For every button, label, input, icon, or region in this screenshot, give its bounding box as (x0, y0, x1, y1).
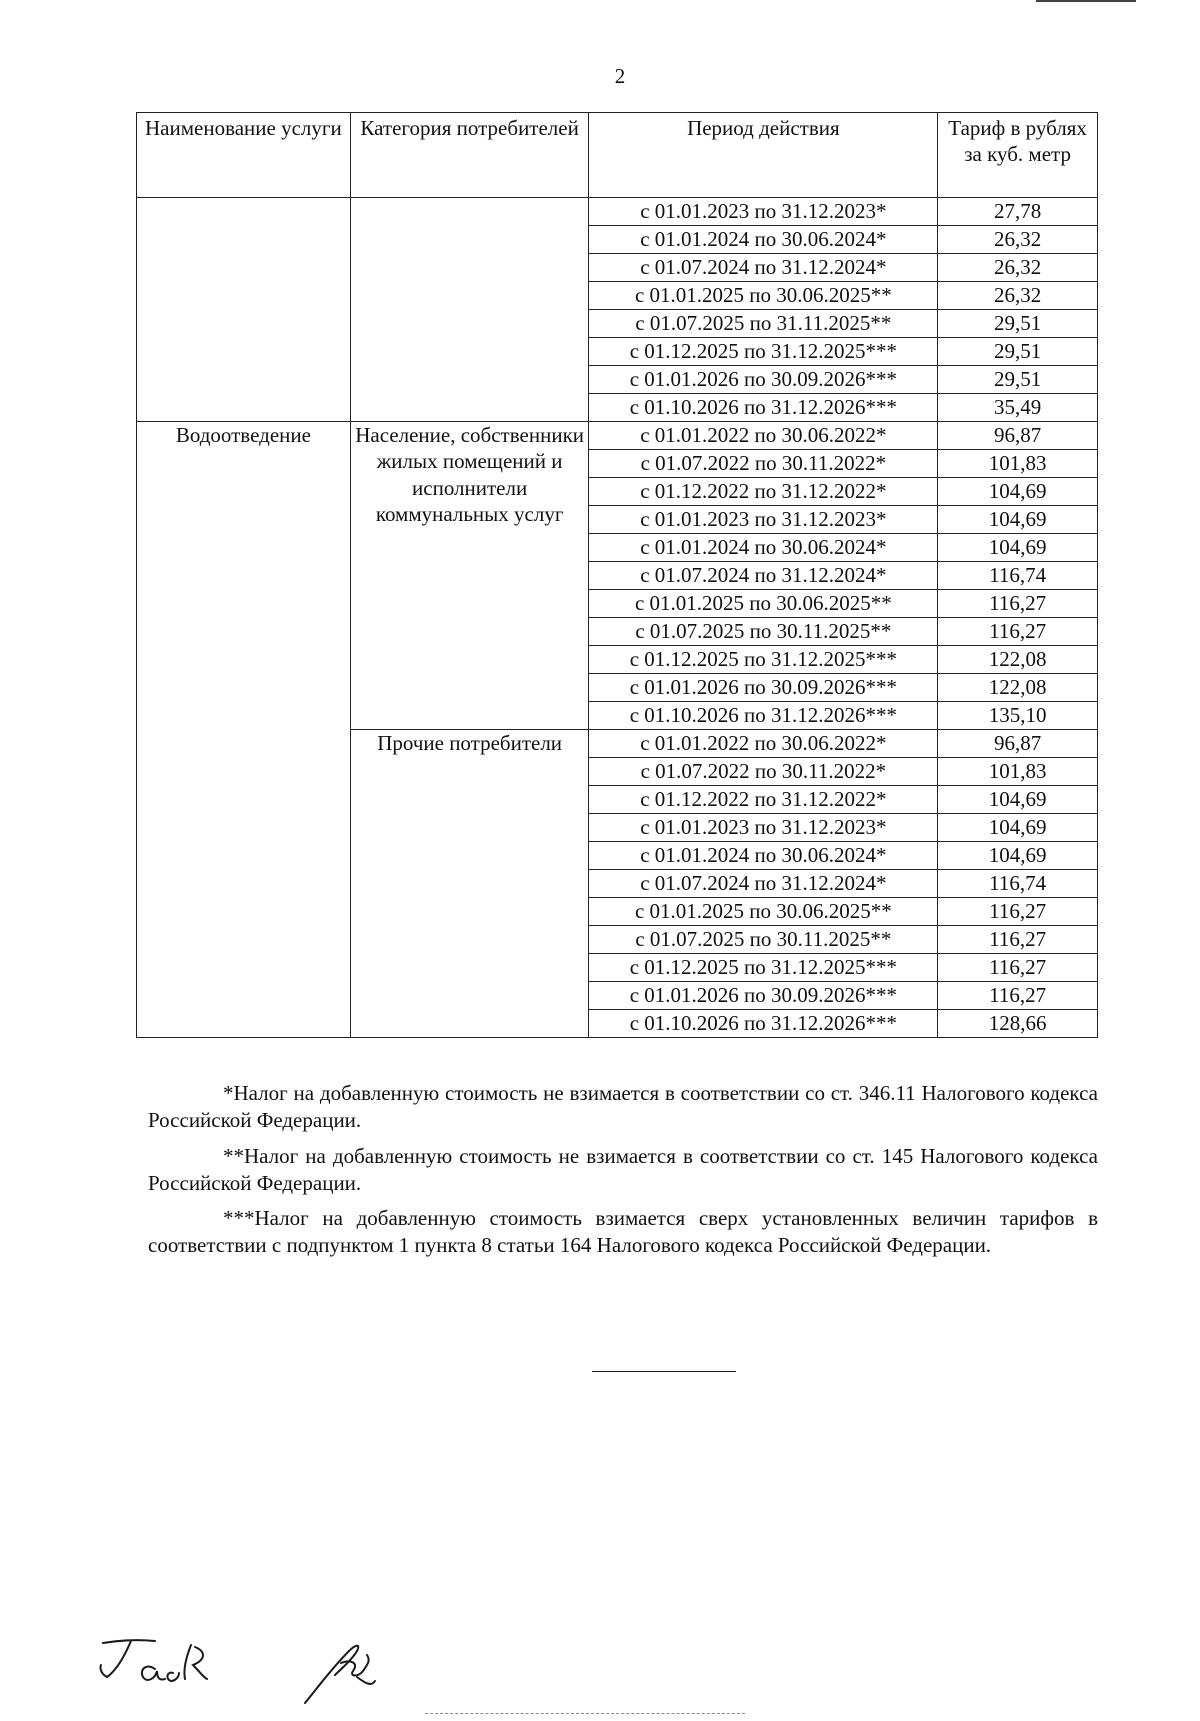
tariff-cell: 26,32 (938, 254, 1098, 282)
tariff-cell: 116,27 (938, 590, 1098, 618)
period-cell: с 01.07.2025 по 31.11.2025** (589, 310, 938, 338)
service-cell: Водоотведение (137, 422, 351, 1038)
bottom-edge-mark (425, 1713, 745, 1714)
tariff-cell: 26,32 (938, 226, 1098, 254)
tariff-cell: 122,08 (938, 674, 1098, 702)
period-cell: с 01.01.2023 по 31.12.2023* (589, 506, 938, 534)
tariff-cell: 26,32 (938, 282, 1098, 310)
period-cell: с 01.01.2024 по 30.06.2024* (589, 226, 938, 254)
tariff-cell: 135,10 (938, 702, 1098, 730)
tariff-cell: 96,87 (938, 422, 1098, 450)
period-cell: с 01.07.2024 по 31.12.2024* (589, 254, 938, 282)
period-cell: с 01.12.2025 по 31.12.2025*** (589, 338, 938, 366)
tariff-cell: 104,69 (938, 478, 1098, 506)
tariff-cell: 104,69 (938, 814, 1098, 842)
period-cell: с 01.01.2025 по 30.06.2025** (589, 898, 938, 926)
period-cell: с 01.10.2026 по 31.12.2026*** (589, 1010, 938, 1038)
tariff-cell: 96,87 (938, 730, 1098, 758)
tariff-cell: 101,83 (938, 758, 1098, 786)
tariff-cell: 29,51 (938, 366, 1098, 394)
initials-signature (100, 1640, 207, 1681)
table-header-row (137, 113, 1098, 198)
category-cell: Прочие потребители (350, 730, 589, 1038)
tariff-cell: 116,27 (938, 926, 1098, 954)
tariff-cell: 29,51 (938, 338, 1098, 366)
period-cell: с 01.01.2025 по 30.06.2025** (589, 282, 938, 310)
tariff-cell: 116,27 (938, 982, 1098, 1010)
period-cell: с 01.12.2025 по 31.12.2025*** (589, 646, 938, 674)
tariff-cell: 104,69 (938, 506, 1098, 534)
table-body (137, 198, 1098, 1038)
handwritten-signature (305, 1646, 375, 1703)
period-cell: с 01.12.2022 по 31.12.2022* (589, 786, 938, 814)
tariff-cell: 116,27 (938, 898, 1098, 926)
period-cell: с 01.01.2026 по 30.09.2026*** (589, 674, 938, 702)
closing-divider (592, 1371, 736, 1372)
tariff-cell: 101,83 (938, 450, 1098, 478)
footnote-vat-145: **Налог на добавленную стоимость не взимается в соответствии со ст. 145 Налогового кодекса Российской Федерации. (148, 1143, 1098, 1195)
tariff-cell: 27,78 (938, 198, 1098, 226)
period-cell: с 01.10.2026 по 31.12.2026*** (589, 394, 938, 422)
period-cell: с 01.07.2022 по 30.11.2022* (589, 758, 938, 786)
period-cell: с 01.01.2025 по 30.06.2025** (589, 590, 938, 618)
table-row (137, 198, 1098, 226)
category-cell: Население, собственники жилых помещений и исполнители коммунальных услуг (350, 422, 589, 730)
signatures (95, 1625, 415, 1710)
period-cell: с 01.01.2024 по 30.06.2024* (589, 534, 938, 562)
tariff-cell: 104,69 (938, 786, 1098, 814)
tariff-cell: 116,74 (938, 870, 1098, 898)
tariff-cell: 104,69 (938, 534, 1098, 562)
period-cell: с 01.01.2024 по 30.06.2024* (589, 842, 938, 870)
footnotes (148, 1080, 1098, 1268)
tariff-cell: 116,74 (938, 562, 1098, 590)
period-cell: с 01.01.2022 по 30.06.2022* (589, 730, 938, 758)
top-edge-mark (1036, 0, 1136, 2)
tariff-cell: 104,69 (938, 842, 1098, 870)
table-row (137, 422, 1098, 450)
footnote-vat-346: *Налог на добавленную стоимость не взимается в соответствии со ст. 346.11 Налогового кодекса Российской Федерации. (148, 1081, 1098, 1133)
period-cell: с 01.12.2022 по 31.12.2022* (589, 478, 938, 506)
page-number: 2 (614, 64, 626, 88)
service-cell (137, 198, 351, 422)
header-category: Категория потребителей (350, 113, 589, 198)
tariff-cell: 35,49 (938, 394, 1098, 422)
header-tariff: Тариф в рублях за куб. метр (938, 113, 1098, 198)
period-cell: с 01.07.2025 по 30.11.2025** (589, 618, 938, 646)
period-cell: с 01.01.2022 по 30.06.2022* (589, 422, 938, 450)
period-cell: с 01.01.2023 по 31.12.2023* (589, 198, 938, 226)
period-cell: с 01.10.2026 по 31.12.2026*** (589, 702, 938, 730)
tariff-cell: 128,66 (938, 1010, 1098, 1038)
period-cell: с 01.01.2026 по 30.09.2026*** (589, 366, 938, 394)
tariff-cell: 116,27 (938, 618, 1098, 646)
tariff-cell: 29,51 (938, 310, 1098, 338)
category-cell (350, 198, 589, 422)
tariff-cell: 116,27 (938, 954, 1098, 982)
tariff-cell: 122,08 (938, 646, 1098, 674)
period-cell: с 01.07.2024 по 31.12.2024* (589, 562, 938, 590)
footnote-vat-164: ***Налог на добавленную стоимость взимается сверх установленных величин тарифов в соответствии с подпунктом 1 пункта 8 статьи 164 Налогового кодекса Российской Федерации. (148, 1206, 1098, 1258)
period-cell: с 01.07.2025 по 30.11.2025** (589, 926, 938, 954)
period-cell: с 01.07.2024 по 31.12.2024* (589, 870, 938, 898)
header-period: Период действия (589, 113, 938, 198)
period-cell: с 01.01.2023 по 31.12.2023* (589, 814, 938, 842)
period-cell: с 01.12.2025 по 31.12.2025*** (589, 954, 938, 982)
period-cell: с 01.01.2026 по 30.09.2026*** (589, 982, 938, 1010)
header-service: Наименование услуги (137, 113, 351, 198)
tariff-table (136, 112, 1098, 1038)
period-cell: с 01.07.2022 по 30.11.2022* (589, 450, 938, 478)
